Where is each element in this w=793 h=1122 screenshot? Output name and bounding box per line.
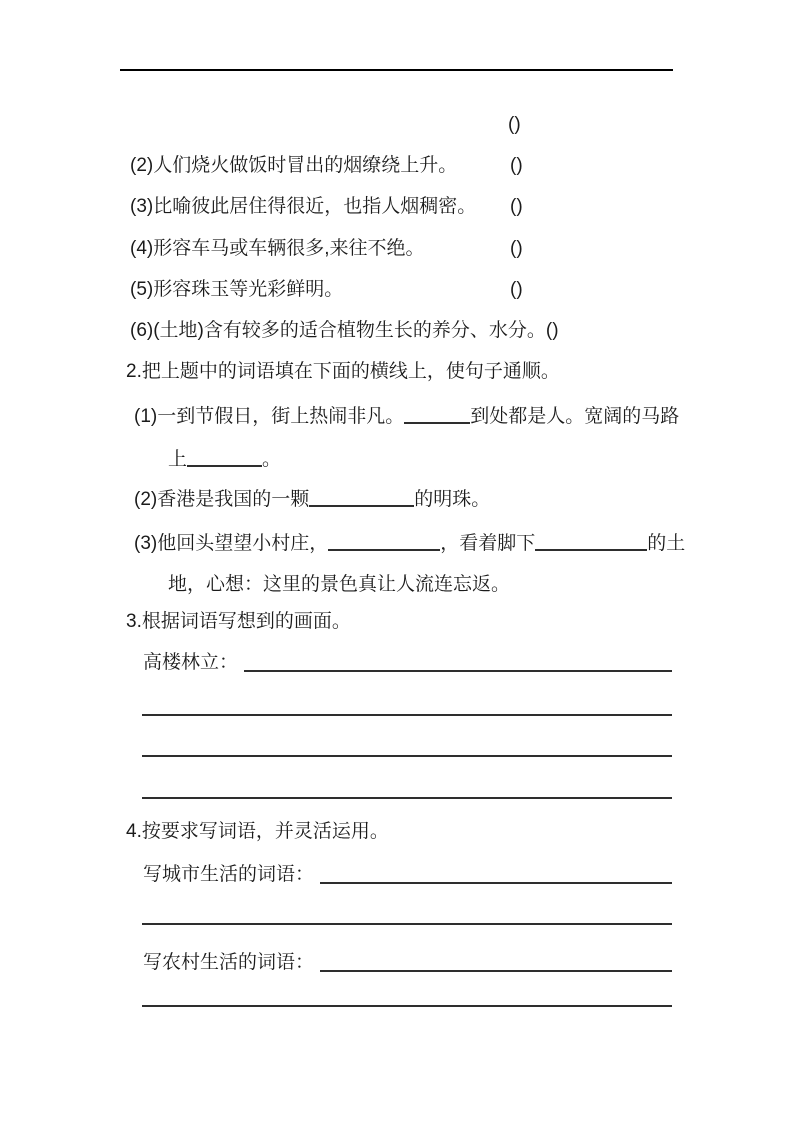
- sentence-text: ，看着脚下: [440, 533, 536, 554]
- fill-blank: [404, 405, 470, 424]
- q4-city-line: [143, 862, 672, 888]
- matching-item-6: [130, 318, 559, 344]
- answer-paren-item1: (): [508, 114, 521, 135]
- answer-line: [320, 882, 672, 884]
- fill-blank: [187, 448, 262, 467]
- item-desc: 人们烧火做饭时冒出的烟缭绕上升。: [153, 155, 458, 176]
- item-number: (2): [130, 155, 154, 176]
- item-desc: 比喻彼此居住得很近，也指人烟稠密。: [153, 196, 477, 217]
- sentence-text: 的明珠。: [414, 489, 491, 510]
- header-divider: [120, 69, 673, 71]
- prompt-text: 高楼林立：: [143, 652, 239, 673]
- answer-line: [142, 714, 672, 716]
- item-number: (4): [130, 238, 154, 259]
- question2-title: 2.把上题中的词语填在下面的横线上，使句子通顺。: [126, 361, 560, 382]
- sentence-text: 到处都是人。宽阔的马路: [470, 406, 680, 427]
- matching-item-2: [130, 153, 523, 179]
- item-desc: 形容车马或车辆很多,来往不绝。: [153, 238, 425, 259]
- fill-blank: [328, 532, 440, 551]
- answer-paren: (): [510, 196, 523, 217]
- matching-item-5: [130, 277, 523, 303]
- sentence-text: (3)他回头望望小村庄，: [134, 533, 329, 554]
- matching-item-4: [130, 236, 523, 262]
- matching-item-3: [130, 194, 523, 220]
- item-desc: 形容珠玉等光彩鲜明。: [153, 279, 344, 300]
- answer-paren: (): [545, 320, 559, 341]
- q2-item3-line2: 地，心想：这里的景色真让人流连忘返。: [168, 574, 511, 595]
- q4-village-line: [143, 950, 672, 976]
- question4-title: 4.按要求写词语，并灵活运用。: [126, 821, 389, 842]
- sentence-text: 。: [262, 449, 282, 470]
- q2-item1-line1: [134, 404, 679, 430]
- answer-line: [142, 797, 672, 799]
- sentence-text: 的土: [647, 533, 686, 554]
- sentence-text: 上: [168, 449, 188, 470]
- sentence-text: (1)一到节假日，街上热闹非凡。: [134, 406, 405, 427]
- answer-line: [142, 755, 672, 757]
- q2-item3-line1: [134, 531, 685, 557]
- answer-paren: (): [510, 238, 523, 259]
- q2-item1-line2: [168, 447, 281, 473]
- prompt-text: 写城市生活的词语：: [143, 864, 315, 885]
- answer-paren: (): [510, 155, 523, 176]
- item-number: (6): [130, 320, 154, 341]
- prompt-text: 写农村生活的词语：: [143, 952, 315, 973]
- q3-prompt-line: [143, 650, 672, 676]
- item-number: (3): [130, 196, 154, 217]
- sentence-text: (2)香港是我国的一颗: [134, 489, 310, 510]
- fill-blank: [309, 488, 414, 507]
- answer-paren: (): [510, 279, 523, 300]
- answer-line: [142, 923, 672, 925]
- q2-item2-line: [134, 487, 490, 513]
- question3-title: 3.根据词语写想到的画面。: [126, 611, 351, 632]
- fill-blank: [535, 532, 647, 551]
- answer-line: [142, 1005, 672, 1007]
- answer-line: [320, 970, 672, 972]
- item-desc: (土地)含有较多的适合植物生长的养分、水分。: [153, 320, 546, 341]
- answer-line: [244, 670, 672, 672]
- item-number: (5): [130, 279, 154, 300]
